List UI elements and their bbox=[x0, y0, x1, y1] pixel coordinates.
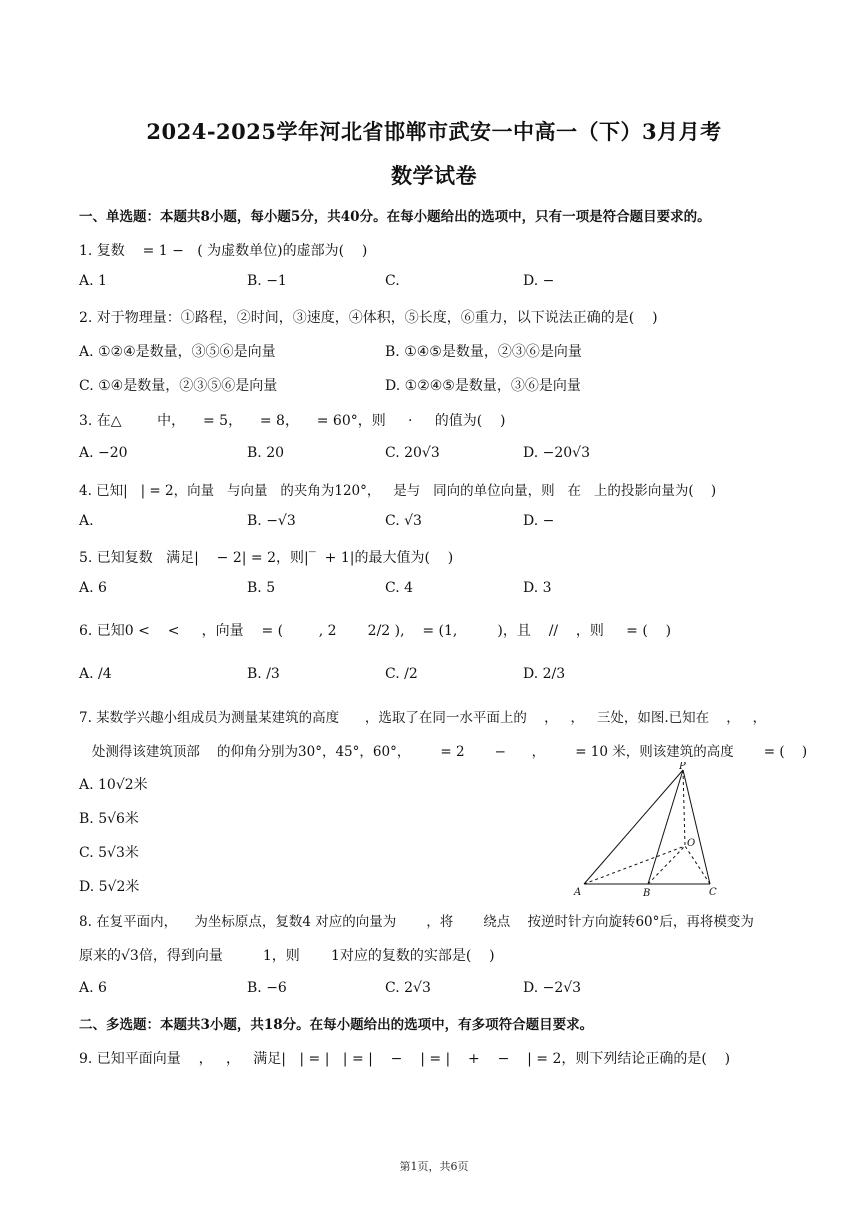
question-7-stem-line-2: 处测得该建筑顶部 的仰角分别为30°，45°，60°， = 2 − ， = 10 米，则该建筑的高度 = ( ) bbox=[79, 744, 808, 760]
height-po bbox=[683, 770, 685, 846]
segment-co bbox=[685, 846, 710, 884]
question-5-stem: 5. 已知复数 满足| − 2| = 2，则|‾ + 1|的最大值为( ) bbox=[79, 550, 454, 566]
question-4-option-b: B. −√3 bbox=[247, 513, 296, 529]
question-4-option-a: A. bbox=[79, 513, 94, 529]
question-4-option-c: C. √3 bbox=[385, 513, 422, 529]
question-1-stem: 1. 复数 = 1 − ( 为虚数单位)的虚部为( ) bbox=[79, 243, 368, 259]
edge-pa bbox=[584, 770, 683, 884]
question-2-stem: 2. 对于物理量：①路程，②时间，③速度，④体积，⑤长度，⑥重力，以下说法正确的是( ) bbox=[79, 310, 658, 326]
label-b: B bbox=[643, 888, 651, 899]
question-7-option-b: B. 5√6米 bbox=[79, 811, 139, 827]
question-3-stem: 3. 在△ 中， = 5， = 8， = 60°，则 · 的值为( ) bbox=[79, 413, 506, 429]
question-6-option-c: C. /2 bbox=[385, 666, 418, 682]
page-subtitle: 数学试卷 bbox=[391, 163, 477, 188]
question-4-stem: 4. 已知| | = 2，向量 与向量 的夹角为120°， 是与 同向的单位向量，则 在 上的投影向量为( ) bbox=[79, 483, 717, 499]
segment-ao bbox=[584, 846, 685, 884]
question-3-option-b: B. 20 bbox=[247, 445, 285, 461]
question-8-option-a: A. 6 bbox=[79, 980, 107, 996]
question-1-option-a: A. 1 bbox=[79, 273, 107, 289]
question-1-option-c: C. bbox=[385, 273, 400, 289]
label-o: O bbox=[687, 838, 696, 849]
section-heading-single-choice: 一、单选题：本题共8小题，每小题5分，共40分。在每小题给出的选项中，只有一项是符合题目要求的。 bbox=[79, 209, 711, 225]
question-2-option-d: D. ①②④⑤是数量，③⑥是向量 bbox=[385, 378, 581, 394]
question-1-option-b: B. −1 bbox=[247, 273, 287, 289]
edge-pc bbox=[683, 770, 710, 884]
question-8-option-b: B. −6 bbox=[247, 980, 287, 996]
section-heading-multi-choice: 二、多选题：本题共3小题，共18分。在每小题给出的选项中，有多项符合题目要求。 bbox=[79, 1017, 594, 1033]
edge-pb bbox=[648, 770, 683, 884]
question-5-option-d: D. 3 bbox=[523, 580, 552, 596]
page-title: 2024-2025学年河北省邯郸市武安一中高一（下）3月月考 bbox=[146, 119, 722, 144]
label-c: C bbox=[709, 887, 717, 898]
building-geometry-figure bbox=[566, 762, 726, 902]
question-7-stem-line-1: 7. 某数学兴趣小组成员为测量某建筑的高度 ，选取了在同一水平面上的 ， ， 三处，如图.已知在 ， ， bbox=[79, 710, 767, 726]
question-6-option-a: A. /4 bbox=[79, 666, 112, 682]
question-6-stem: 6. 已知0 < < ，向量 = ( , 2 2/2 ), = (1, )，且 // ，则 = ( ) bbox=[79, 623, 672, 639]
question-8-option-c: C. 2√3 bbox=[385, 980, 431, 996]
question-5-option-c: C. 4 bbox=[385, 580, 414, 596]
question-8-option-d: D. −2√3 bbox=[523, 980, 582, 996]
question-7-option-d: D. 5√2米 bbox=[79, 879, 140, 895]
question-8-stem-line-2: 原来的√3倍，得到向量 1，则 1对应的复数的实部是( ) bbox=[79, 948, 495, 964]
question-9-stem: 9. 已知平面向量 ， ， 满足| | = | | = | − | = | + − | = 2，则下列结论正确的是( ) bbox=[79, 1051, 731, 1067]
question-5-option-a: A. 6 bbox=[79, 580, 107, 596]
question-2-option-c: C. ①④是数量，②③⑤⑥是向量 bbox=[79, 378, 278, 394]
question-2-option-b: B. ①④⑤是数量，②③⑥是向量 bbox=[385, 344, 582, 360]
label-a: A bbox=[574, 887, 582, 898]
question-6-option-b: B. /3 bbox=[247, 666, 280, 682]
question-2-option-a: A. ①②④是数量，③⑤⑥是向量 bbox=[79, 344, 276, 360]
question-1-option-d: D. − bbox=[523, 273, 555, 289]
page-footer: 第1页，共6页 bbox=[399, 1160, 469, 1173]
question-3-option-c: C. 20√3 bbox=[385, 445, 440, 461]
question-5-option-b: B. 5 bbox=[247, 580, 276, 596]
question-4-option-d: D. − bbox=[523, 513, 555, 529]
question-3-option-d: D. −20√3 bbox=[523, 445, 590, 461]
question-7-option-c: C. 5√3米 bbox=[79, 845, 139, 861]
question-7-option-a: A. 10√2米 bbox=[79, 777, 148, 793]
question-3-option-a: A. −20 bbox=[79, 445, 128, 461]
label-p: P bbox=[679, 762, 686, 772]
question-6-option-d: D. 2/3 bbox=[523, 666, 566, 682]
question-8-stem-line-1: 8. 在复平面内， 为坐标原点，复数4 对应的向量为 ，将 绕点 按逆时针方向旋转60°后，再将模变为 bbox=[79, 914, 754, 930]
